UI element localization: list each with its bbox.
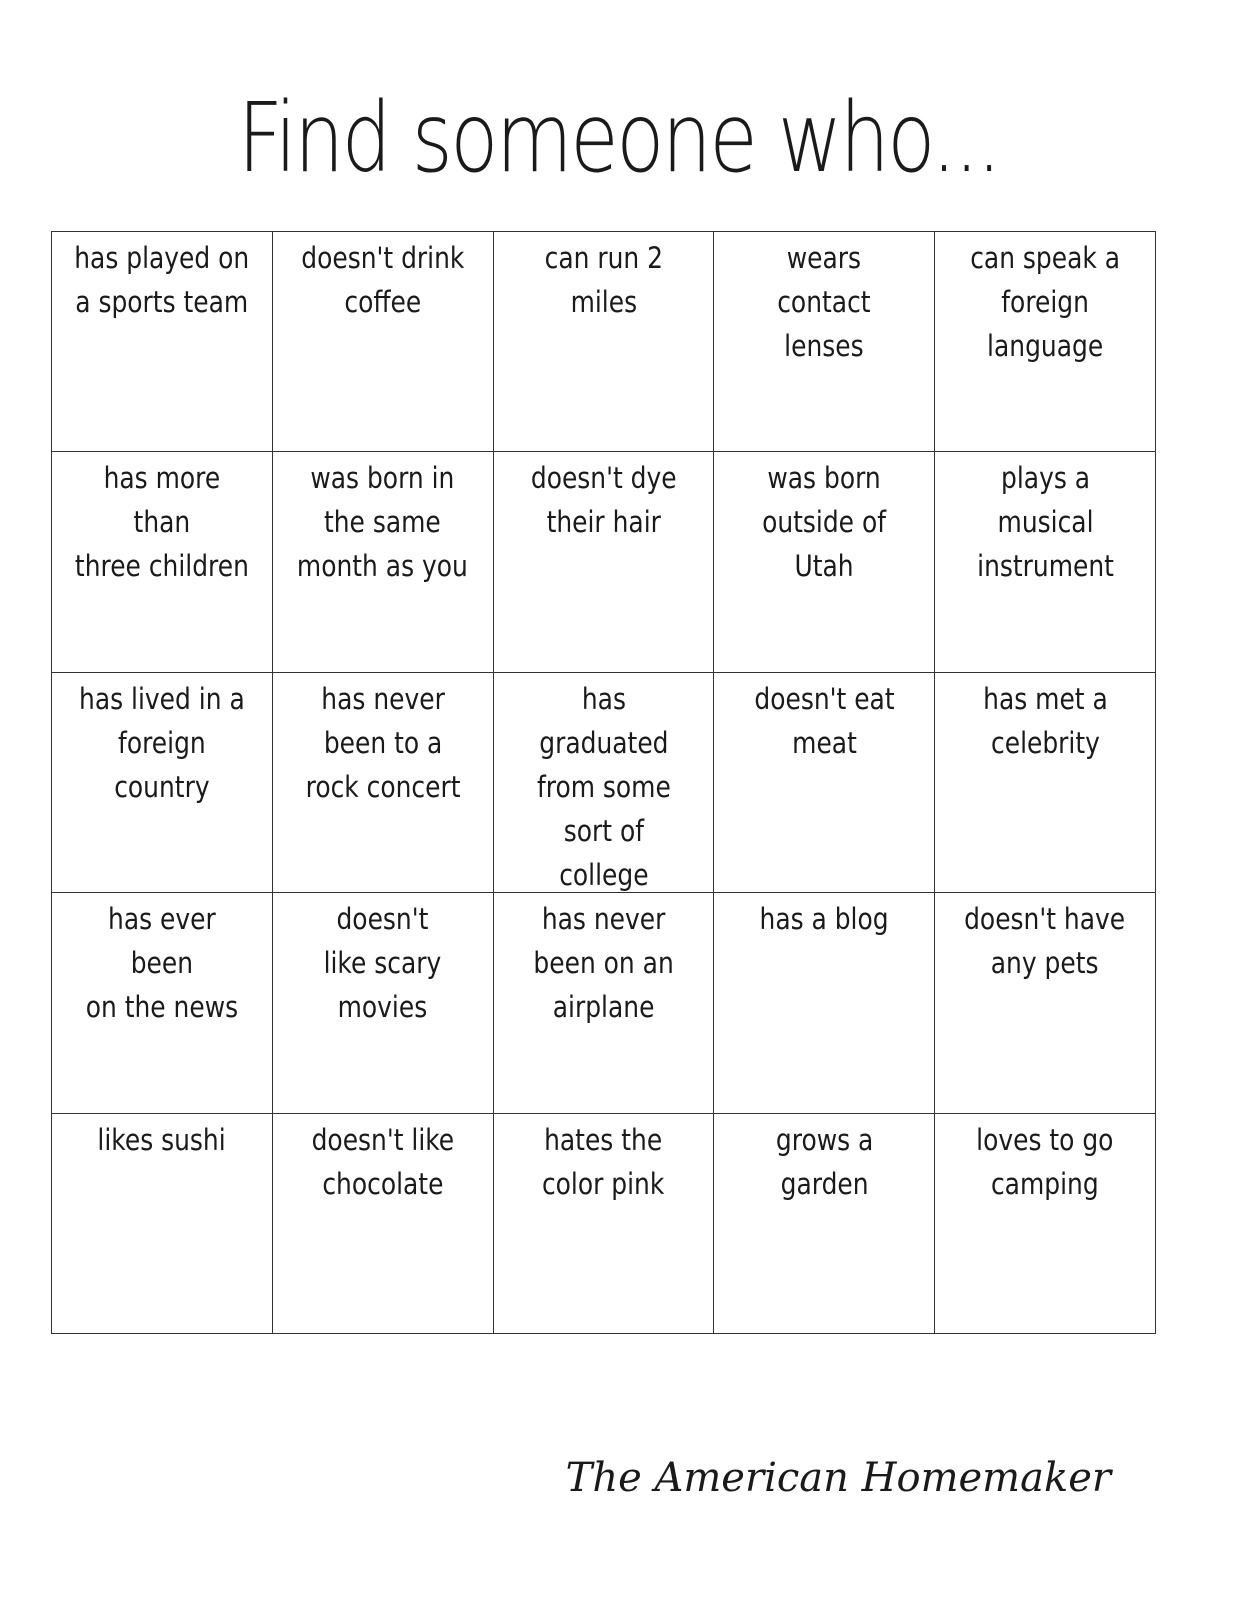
bingo-cell[interactable]	[935, 232, 1156, 452]
bingo-cell[interactable]	[714, 452, 935, 672]
bingo-cell[interactable]	[273, 673, 494, 893]
bingo-cell-text: has a blog	[759, 902, 889, 937]
bingo-cell-text: grows a garden	[775, 1122, 873, 1201]
bingo-cell-text: can run 2 miles	[544, 241, 663, 319]
bingo-cell-text: likes sushi	[97, 1122, 227, 1157]
bingo-cell[interactable]	[273, 1114, 494, 1334]
bingo-cell[interactable]	[52, 1114, 273, 1334]
bingo-cell-text: has played on a sports team	[74, 241, 250, 319]
bingo-cell[interactable]	[494, 893, 715, 1113]
bingo-cell-text: has never been to a rock concert	[305, 681, 461, 804]
footer-credit: The American Homemaker	[565, 1455, 1111, 1501]
bingo-cell[interactable]	[494, 452, 715, 672]
bingo-cell[interactable]	[273, 452, 494, 672]
bingo-cell-text: has lived in a foreign country	[79, 681, 245, 804]
bingo-cell-text: can speak a foreign language	[970, 241, 1121, 363]
bingo-cell-text: doesn't dye their hair	[530, 461, 677, 540]
bingo-cell-text: doesn't drink coffee	[301, 241, 465, 319]
bingo-cell[interactable]	[935, 673, 1156, 893]
bingo-cell[interactable]	[935, 893, 1156, 1113]
bingo-cell-text: hates the color pink	[542, 1122, 665, 1201]
bingo-cell[interactable]	[714, 232, 935, 452]
bingo-cell-text: doesn't like chocolate	[311, 1122, 454, 1201]
bingo-cell-text: has more than three children	[74, 461, 249, 584]
bingo-cell[interactable]	[494, 232, 715, 452]
bingo-cell[interactable]	[52, 452, 273, 672]
bingo-cell[interactable]	[494, 673, 715, 893]
bingo-cell[interactable]	[52, 232, 273, 452]
bingo-cell-text: plays a musical instrument	[976, 461, 1114, 584]
bingo-cell[interactable]	[714, 1114, 935, 1334]
bingo-cell[interactable]	[935, 452, 1156, 672]
bingo-cell-text: wears contact lenses	[777, 241, 871, 363]
bingo-cell[interactable]	[52, 893, 273, 1113]
bingo-cell-text: doesn't like scary movies	[323, 902, 442, 1025]
page-title: Find someone who...	[237, 82, 1000, 194]
bingo-cell-text: was born in the same month as you	[297, 461, 469, 584]
bingo-cell-text: has ever been on the news	[85, 902, 239, 1025]
bingo-cell-text: doesn't eat meat	[754, 681, 895, 760]
bingo-cell-text: has never been on an airplane	[533, 902, 674, 1025]
bingo-cell-text: has graduated from some sort of college	[536, 681, 671, 892]
bingo-cell[interactable]	[714, 673, 935, 893]
bingo-cell[interactable]	[935, 1114, 1156, 1334]
bingo-cell-text: was born outside of Utah	[762, 461, 887, 584]
bingo-grid	[51, 231, 1156, 1334]
bingo-cell[interactable]	[494, 1114, 715, 1334]
bingo-cell-text: has met a celebrity	[982, 681, 1108, 760]
bingo-cell[interactable]	[52, 673, 273, 893]
bingo-cell[interactable]	[273, 893, 494, 1113]
bingo-cell-text: doesn't have any pets	[964, 902, 1126, 981]
bingo-cell-text: loves to go camping	[976, 1122, 1114, 1201]
bingo-cell[interactable]	[273, 232, 494, 452]
bingo-cell[interactable]	[714, 893, 935, 1113]
